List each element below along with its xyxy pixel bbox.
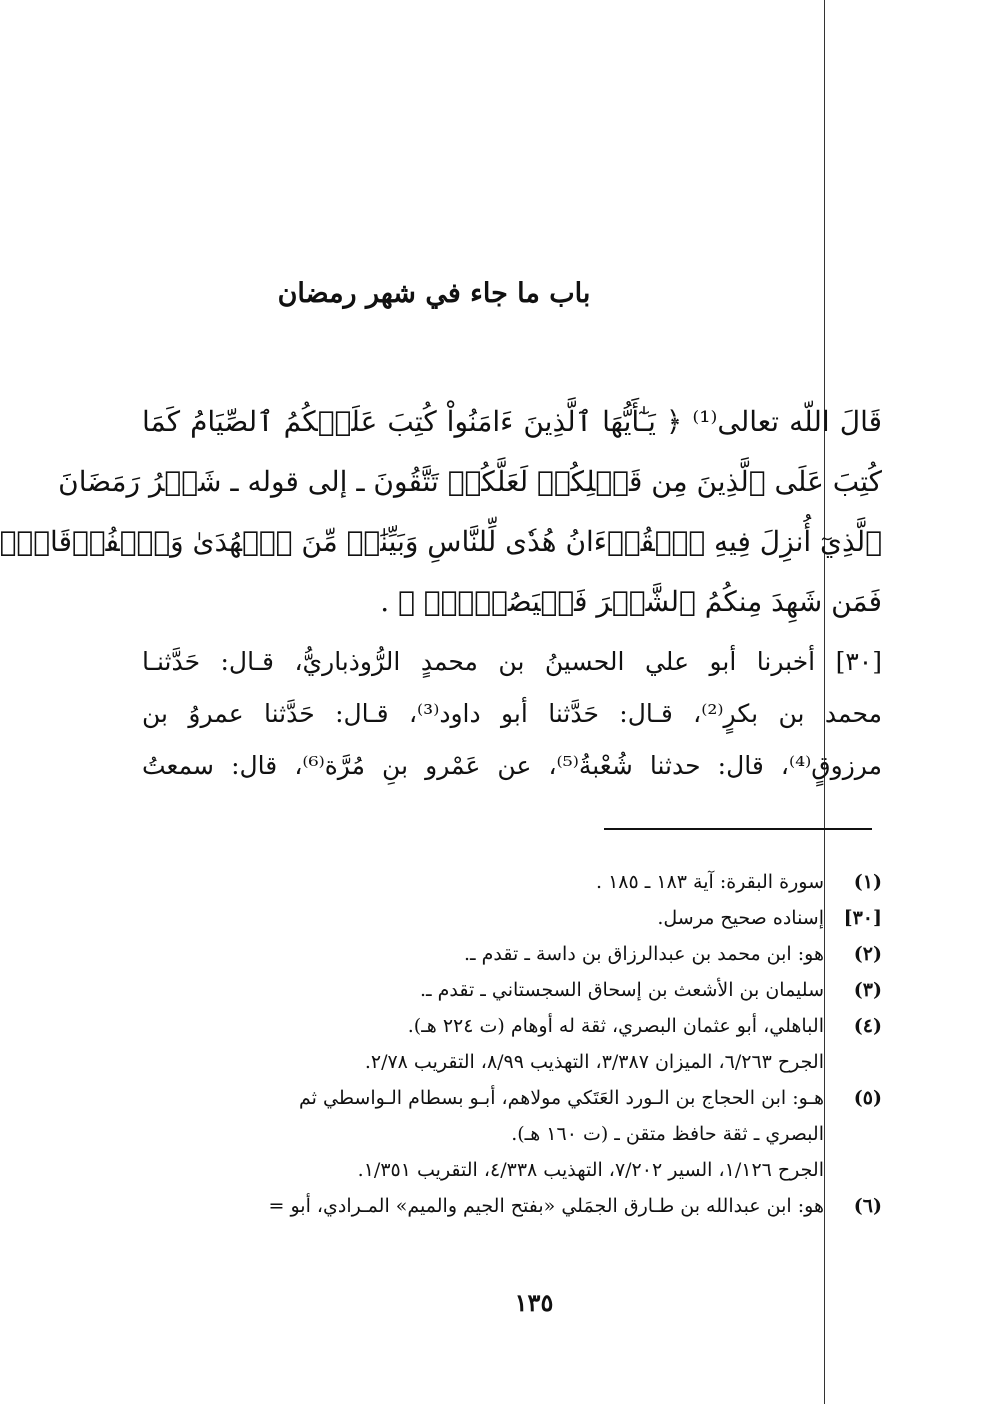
hadith-text bbox=[142, 636, 882, 792]
footnote-line: سليمان بن الأشعث بن إسحاق السجستاني ـ تقدم ـ. bbox=[419, 979, 824, 1001]
footnotes bbox=[132, 864, 882, 1224]
hadith-line: [٣٠] أخبرنا أبو علي الحسينُ بن محمدٍ الرُّوذباريُّ، قـال: حَدَّثنـا bbox=[142, 647, 882, 676]
footnote-item bbox=[132, 1188, 882, 1224]
quran-line: ٱلَّذِيٓ أُنزِلَ فِيهِ ٱلۡقُرۡءَانُ هُدٗى لِّلنَّاسِ وَبَيِّنَٰتٖ مِّنَ ٱلۡهُدَىٰ وَٱلۡفُرۡقَانِۚ bbox=[0, 525, 882, 558]
footnote-number: (٤) bbox=[853, 1015, 882, 1037]
footnote-item bbox=[132, 1080, 882, 1188]
footnote-number: (٢) bbox=[853, 943, 882, 965]
footnote-item bbox=[132, 864, 882, 900]
footnote-text bbox=[132, 936, 824, 972]
footnote-line: الباهلي، أبو عثمان البصري، ثقة له أوهام (ت ٢٢٤ هـ). bbox=[407, 1015, 824, 1037]
footnote-item bbox=[132, 1008, 882, 1080]
footnote-separator bbox=[604, 828, 872, 830]
footnote-item bbox=[132, 972, 882, 1008]
footnote-text bbox=[132, 900, 824, 936]
footnote-item bbox=[132, 936, 882, 972]
footnote-text bbox=[132, 864, 824, 900]
footnote-number: (١) bbox=[853, 871, 882, 893]
footnote-text bbox=[132, 1188, 824, 1224]
footnote-line: الجرح ٦/٢٦٣، الميزان ٣/٣٨٧، التهذيب ٨/٩٩، التقريب ٢/٧٨. bbox=[364, 1051, 824, 1073]
hadith-line: مرزوقٍ⁽⁴⁾، قال: حدثنا شُعْبةُ⁽⁵⁾، عن عَمْرو بنِ مُرَّة⁽⁶⁾، قال: سمعتُ bbox=[142, 751, 882, 780]
footnote-line: إسناده صحيح مرسل. bbox=[657, 907, 824, 929]
footnote-line: البصري ـ ثقة حافظ متقن ـ (ت ١٦٠ هـ). bbox=[511, 1123, 824, 1145]
footnote-line: الجرح ١/١٢٦، السير ٧/٢٠٢، التهذيب ٤/٣٣٨، التقريب ١/٣٥١. bbox=[357, 1159, 824, 1181]
footnote-text bbox=[132, 972, 824, 1008]
quran-line: فَمَن شَهِدَ مِنكُمُ ٱلشَّهۡرَ فَلۡيَصُمۡهُۖ ﴾ . bbox=[380, 585, 882, 618]
footnote-number: [٣٠] bbox=[843, 907, 882, 929]
footnote-text bbox=[132, 1080, 824, 1188]
page-number: ١٣٥ bbox=[514, 1288, 554, 1317]
footnote-number: (٣) bbox=[853, 979, 882, 1001]
quran-verse bbox=[0, 392, 882, 632]
footnote-number: (٥) bbox=[853, 1087, 882, 1109]
quran-line: كُتِبَ عَلَى ٱلَّذِينَ مِن قَبۡلِكُمۡ لَعَلَّكُمۡ تَتَّقُونَ ـ إلى قوله ـ شَهۡرُ رَمَضَانَ bbox=[58, 465, 882, 498]
footnote-item bbox=[132, 900, 882, 936]
footnote-text bbox=[132, 1008, 824, 1080]
quran-line: قَالَ اللّه تعالى⁽¹⁾ ﴿ يَـٰٓأَيُّهَا ٱلَّذِينَ ءَامَنُواْ كُتِبَ عَلَيۡكُمُ ٱلصِّيَامُ كَمَا bbox=[142, 405, 882, 438]
footnote-line: هـو: ابن الحجاج بن الـورد العَتَكي مولاهم، أبـو بسطام الـواسطي ثم bbox=[299, 1087, 824, 1109]
footnote-line: سورة البقرة: آية ١٨٣ ـ ١٨٥ . bbox=[596, 871, 824, 893]
chapter-title: باب ما جاء في شهر رمضان bbox=[277, 278, 591, 309]
footnote-number: (٦) bbox=[853, 1195, 882, 1217]
footnote-line: هو: ابن عبدالله بن طـارق الجمَلي «بفتح الجيم والميم» المـرادي، أبو = bbox=[268, 1195, 824, 1217]
footnote-line: هو: ابن محمد بن عبدالرزاق بن داسة ـ تقدم ـ. bbox=[464, 943, 824, 965]
hadith-line: محمد بن بكرٍ⁽²⁾، قـال: حَدَّثنا أبو داود⁽³⁾، قـال: حَدَّثنا عمروُ بن bbox=[142, 699, 882, 728]
